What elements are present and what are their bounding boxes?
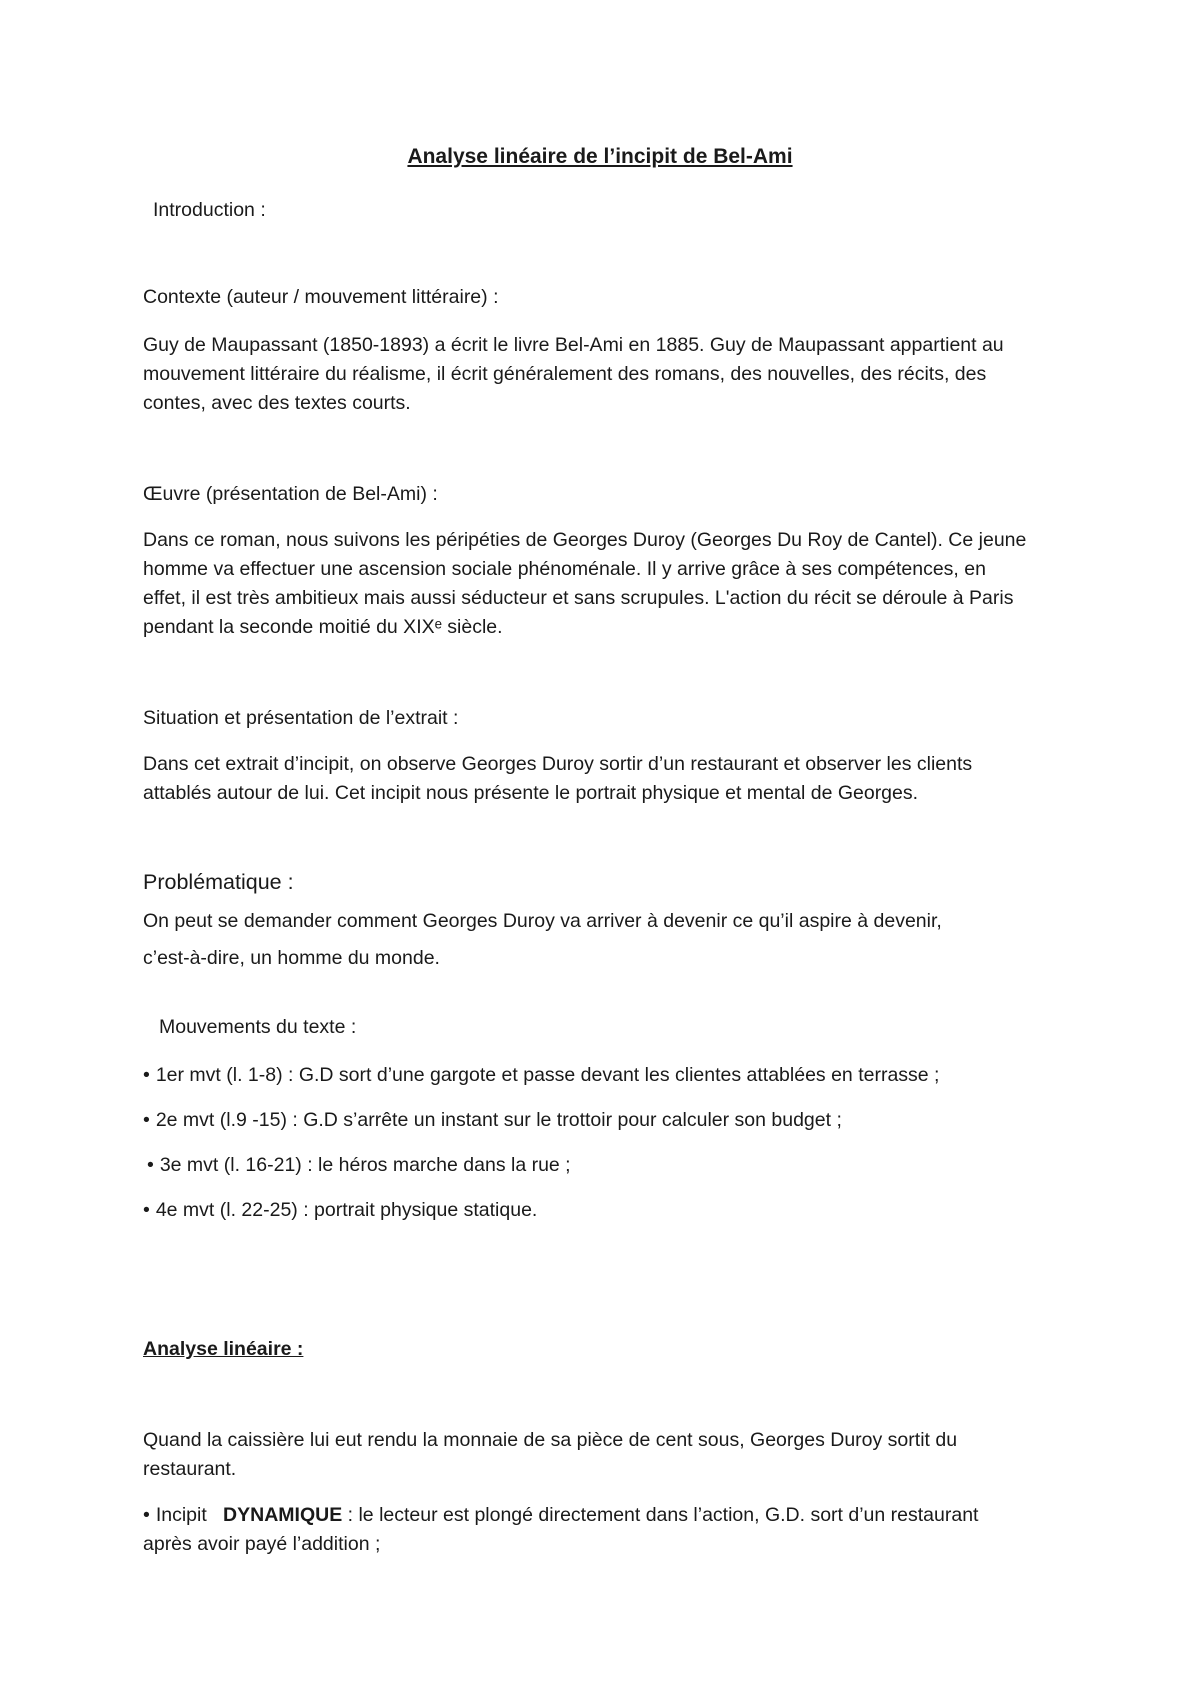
bullet-icon: • — [143, 1109, 150, 1131]
movements-heading — [159, 1013, 1079, 1042]
quote-line: Quand la caissière lui eut rendu la monnaie de sa pièce de cent sous, Georges Duroy sortit du — [143, 1429, 958, 1451]
problem-paragraph — [143, 903, 1063, 977]
introduction-text: Introduction : — [153, 199, 266, 221]
problem-heading-text: Problématique : — [143, 870, 294, 894]
bullet-icon: • — [143, 1064, 150, 1086]
extract-paragraph — [143, 750, 1063, 808]
movement-item-text: 2e mvt (l.9 -15) : G.D s’arrête un instant sur le trottoir pour calculer son budget ; — [155, 1109, 842, 1131]
problem-heading — [143, 868, 1063, 897]
problem-line: On peut se demander comment Georges Duroy va arriver à devenir ce qu’il aspire à devenir, — [143, 910, 942, 932]
movement-item-text: 4e mvt (l. 22-25) : portrait physique statique. — [155, 1199, 538, 1221]
context-heading-text: Contexte (auteur / mouvement littéraire) : — [143, 286, 499, 308]
extract-heading-text: Situation et présentation de l’extrait : — [143, 707, 459, 729]
movement-item-text: 1er mvt (l. 1-8) : G.D sort d’une gargote et passe devant les clientes attablées en terrasse ; — [155, 1064, 940, 1086]
bullet-icon: • — [143, 1504, 150, 1526]
analysis-quote — [143, 1426, 1063, 1484]
analysis-point-keyword: DYNAMIQUE — [223, 1504, 343, 1526]
movement-item — [143, 1106, 1063, 1135]
work-line: Dans ce roman, nous suivons les péripéties de Georges Duroy (Georges Du Roy de Cantel). Ce jeune — [143, 529, 1027, 551]
extract-line: attablés autour de lui. Cet incipit nous présente le portrait physique et mental de Georges. — [143, 782, 919, 804]
context-line: Guy de Maupassant (1850-1893) a écrit le livre Bel-Ami en 1885. Guy de Maupassant appartient au — [143, 334, 1004, 356]
bullet-icon: • — [147, 1154, 154, 1176]
movement-item — [143, 1196, 1063, 1225]
work-line: effet, il est très ambitieux mais aussi séducteur et sans scrupules. L'action du récit se déroule à Paris — [143, 587, 1014, 609]
context-line: contes, avec des textes courts. — [143, 392, 411, 414]
analysis-point-continuation: après avoir payé l’addition ; — [143, 1533, 381, 1555]
movement-item-text: 3e mvt (l. 16-21) : le héros marche dans la rue ; — [159, 1154, 571, 1176]
quote-line: restaurant. — [143, 1458, 237, 1480]
analysis-point-prefix: Incipit — [155, 1504, 207, 1526]
movement-item — [143, 1061, 1063, 1090]
analysis-point — [143, 1501, 1063, 1559]
extract-line: Dans cet extrait d’incipit, on observe Georges Duroy sortir d’un restaurant et observer les clients — [143, 753, 973, 775]
introduction-label — [153, 196, 1073, 225]
page-title: Analyse linéaire de l’incipit de Bel-Ami — [407, 145, 793, 168]
work-paragraph — [143, 526, 1063, 642]
context-paragraph — [143, 331, 1063, 418]
extract-heading — [143, 704, 1063, 733]
analysis-point-rest: : le lecteur est plongé directement dans l’action, G.D. sort d’un restaurant — [342, 1504, 979, 1526]
work-heading — [143, 480, 1063, 509]
analysis-heading — [143, 1335, 1063, 1364]
work-line: pendant la seconde moitié du XIXᵉ siècle. — [143, 616, 503, 638]
context-line: mouvement littéraire du réalisme, il écrit généralement des romans, des nouvelles, des récits, des — [143, 363, 987, 385]
bullet-icon: • — [143, 1199, 150, 1221]
work-line: homme va effectuer une ascension sociale phénoménale. Il y arrive grâce à ses compétences, en — [143, 558, 986, 580]
analysis-heading-text: Analyse linéaire : — [143, 1338, 304, 1360]
context-heading — [143, 283, 1063, 312]
movement-item — [147, 1151, 1067, 1180]
work-heading-text: Œuvre (présentation de Bel-Ami) : — [143, 483, 438, 505]
problem-line: c’est-à-dire, un homme du monde. — [143, 947, 440, 969]
movements-heading-text: Mouvements du texte : — [159, 1016, 357, 1038]
